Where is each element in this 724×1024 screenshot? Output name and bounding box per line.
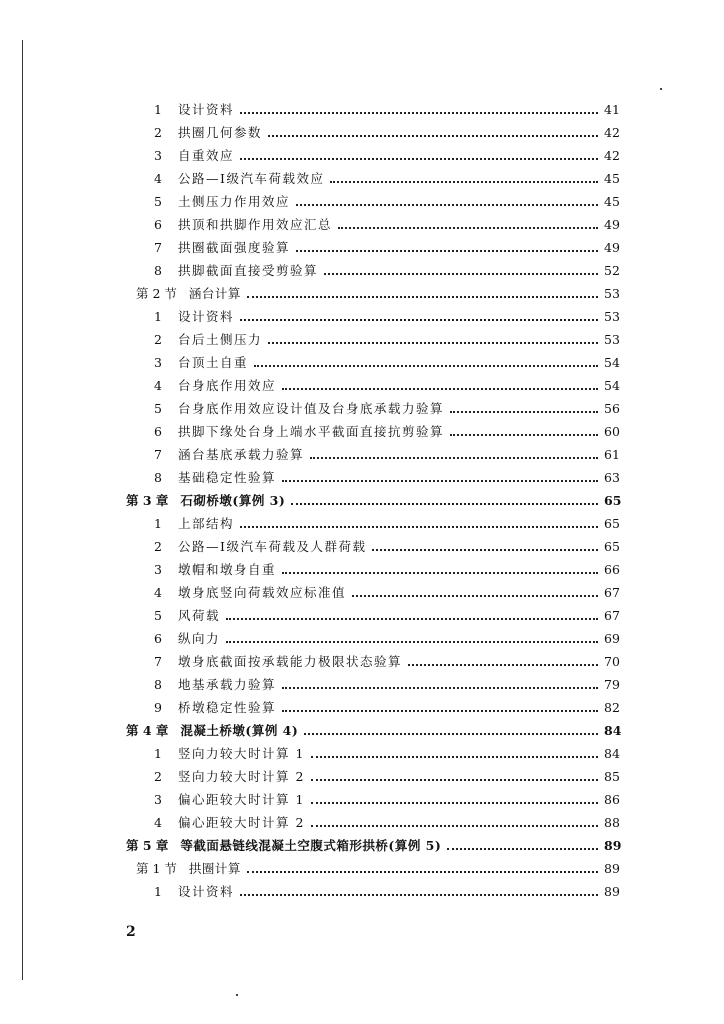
item-number: 1 — [154, 102, 162, 117]
entry-page: 53 — [604, 286, 620, 301]
item-number: 4 — [154, 815, 162, 830]
entry-title: 台顶土自重 — [178, 355, 249, 370]
toc-item — [0, 877, 724, 900]
toc-item — [0, 394, 724, 417]
entry-page: 61 — [604, 447, 620, 462]
entry-page: 82 — [604, 700, 620, 715]
entry-page: 85 — [604, 769, 620, 784]
entry-page: 65 — [604, 539, 620, 554]
dot-leader — [240, 894, 598, 896]
entry-title: 拱圈几何参数 — [178, 125, 263, 140]
entry-page: 66 — [604, 562, 620, 577]
entry-title: 石砌桥墩(算例 3) — [180, 493, 286, 508]
toc-item — [0, 302, 724, 325]
toc-item — [0, 578, 724, 601]
dot-leader — [330, 181, 598, 183]
toc-item — [0, 164, 724, 187]
dot-leader — [304, 733, 598, 735]
entry-page: 41 — [604, 102, 620, 117]
entry-page: 84 — [604, 746, 620, 761]
item-number: 1 — [154, 884, 162, 899]
item-number: 8 — [154, 677, 162, 692]
entry-title: 设计资料 — [178, 884, 235, 899]
section-label: 第 2 节 — [136, 286, 177, 301]
toc-item — [0, 785, 724, 808]
toc-item — [0, 371, 724, 394]
entry-title: 墩身底竖向荷载效应标准值 — [178, 585, 347, 600]
entry-page: 65 — [604, 493, 622, 508]
toc-item — [0, 463, 724, 486]
dot-leader — [247, 296, 598, 298]
item-number: 3 — [154, 355, 162, 370]
item-number: 2 — [154, 539, 162, 554]
item-number: 7 — [154, 240, 162, 255]
entry-title: 设计资料 — [178, 102, 235, 117]
entry-title: 风荷载 — [178, 608, 221, 623]
entry-page: 45 — [604, 171, 620, 186]
toc-chapter — [0, 716, 724, 739]
item-number: 1 — [154, 309, 162, 324]
item-number: 6 — [154, 424, 162, 439]
entry-title: 公路—I级汽车荷载及人群荷载 — [178, 539, 367, 554]
item-number: 8 — [154, 263, 162, 278]
entry-page: 63 — [604, 470, 620, 485]
toc-item — [0, 210, 724, 233]
dot-leader — [247, 871, 598, 873]
item-number: 1 — [154, 746, 162, 761]
entry-page: 84 — [604, 723, 622, 738]
entry-page: 60 — [604, 424, 620, 439]
entry-page: 88 — [604, 815, 620, 830]
entry-page: 70 — [604, 654, 620, 669]
toc-item — [0, 670, 724, 693]
dot-leader — [240, 112, 598, 114]
scan-speck — [236, 994, 238, 996]
item-number: 2 — [154, 769, 162, 784]
dot-leader — [282, 388, 598, 390]
entry-title: 拱圈计算 — [188, 861, 241, 876]
entry-title: 等截面悬链线混凝土空腹式箱形拱桥(算例 5) — [180, 838, 442, 853]
item-number: 3 — [154, 148, 162, 163]
entry-title: 涵台计算 — [188, 286, 241, 301]
entry-title: 混凝土桥墩(算例 4) — [180, 723, 299, 738]
item-number: 3 — [154, 562, 162, 577]
item-number: 2 — [154, 332, 162, 347]
section-label: 第 1 节 — [136, 861, 177, 876]
toc-item — [0, 808, 724, 831]
toc-item — [0, 555, 724, 578]
item-number: 4 — [154, 378, 162, 393]
table-of-contents — [0, 95, 724, 900]
item-number: 5 — [154, 194, 162, 209]
toc-item — [0, 325, 724, 348]
entry-title: 台后土侧压力 — [178, 332, 263, 347]
toc-item — [0, 256, 724, 279]
item-number: 4 — [154, 585, 162, 600]
entry-title: 偏心距较大时计算 1 — [178, 792, 305, 807]
item-number: 5 — [154, 608, 162, 623]
entry-page: 56 — [604, 401, 620, 416]
dot-leader — [311, 802, 598, 804]
toc-chapter — [0, 486, 724, 509]
entry-page: 45 — [604, 194, 620, 209]
entry-page: 49 — [604, 217, 620, 232]
entry-title: 拱圈截面强度验算 — [178, 240, 291, 255]
item-number: 4 — [154, 171, 162, 186]
page-number: 2 — [126, 924, 136, 940]
entry-title: 墩帽和墩身自重 — [178, 562, 277, 577]
toc-item — [0, 624, 724, 647]
dot-leader — [311, 779, 598, 781]
dot-leader — [324, 273, 598, 275]
entry-page: 54 — [604, 355, 620, 370]
toc-item — [0, 118, 724, 141]
entry-page: 53 — [604, 332, 620, 347]
entry-title: 涵台基底承载力验算 — [178, 447, 305, 462]
item-number: 7 — [154, 654, 162, 669]
entry-title: 自重效应 — [178, 148, 235, 163]
entry-page: 69 — [604, 631, 620, 646]
toc-item — [0, 348, 724, 371]
dot-leader — [450, 434, 598, 436]
dot-leader — [254, 365, 598, 367]
toc-item — [0, 141, 724, 164]
entry-page: 86 — [604, 792, 620, 807]
entry-title: 上部结构 — [178, 516, 235, 531]
entry-page: 53 — [604, 309, 620, 324]
toc-item — [0, 762, 724, 785]
toc-section — [0, 279, 724, 302]
chapter-label: 第 5 章 — [126, 838, 169, 853]
dot-leader — [282, 710, 598, 712]
toc-section — [0, 854, 724, 877]
dot-leader — [268, 342, 598, 344]
entry-title: 拱脚下缘处台身上端水平截面直接抗剪验算 — [178, 424, 445, 439]
dot-leader — [240, 158, 598, 160]
entry-title: 台身底作用效应 — [178, 378, 277, 393]
dot-leader — [226, 618, 598, 620]
dot-leader — [311, 756, 598, 758]
entry-title: 墩身底截面按承载能力极限状态验算 — [178, 654, 403, 669]
entry-page: 89 — [604, 838, 622, 853]
dot-leader — [408, 664, 598, 666]
entry-title: 纵向力 — [178, 631, 221, 646]
entry-title: 拱顶和拱脚作用效应汇总 — [178, 217, 333, 232]
item-number: 7 — [154, 447, 162, 462]
toc-item — [0, 693, 724, 716]
entry-title: 偏心距较大时计算 2 — [178, 815, 305, 830]
toc-item — [0, 647, 724, 670]
dot-leader — [338, 227, 598, 229]
dot-leader — [372, 549, 598, 551]
entry-title: 竖向力较大时计算 1 — [178, 746, 305, 761]
entry-page: 67 — [604, 608, 620, 623]
scan-speck — [660, 88, 662, 90]
item-number: 1 — [154, 516, 162, 531]
chapter-label: 第 3 章 — [126, 493, 169, 508]
item-number: 3 — [154, 792, 162, 807]
dot-leader — [447, 848, 598, 850]
entry-title: 设计资料 — [178, 309, 235, 324]
dot-leader — [296, 250, 598, 252]
entry-page: 67 — [604, 585, 620, 600]
entry-title: 地基承载力验算 — [178, 677, 277, 692]
toc-item — [0, 95, 724, 118]
entry-title: 竖向力较大时计算 2 — [178, 769, 305, 784]
toc-item — [0, 440, 724, 463]
toc-item — [0, 739, 724, 762]
entry-title: 拱脚截面直接受剪验算 — [178, 263, 319, 278]
dot-leader — [240, 526, 598, 528]
toc-item — [0, 187, 724, 210]
entry-page: 89 — [604, 861, 620, 876]
toc-item — [0, 509, 724, 532]
toc-item — [0, 233, 724, 256]
dot-leader — [240, 319, 598, 321]
dot-leader — [311, 825, 598, 827]
chapter-label: 第 4 章 — [126, 723, 169, 738]
dot-leader — [310, 457, 598, 459]
dot-leader — [282, 572, 598, 574]
toc-chapter — [0, 831, 724, 854]
dot-leader — [450, 411, 598, 413]
entry-title: 桥墩稳定性验算 — [178, 700, 277, 715]
entry-page: 42 — [604, 125, 620, 140]
entry-page: 54 — [604, 378, 620, 393]
entry-page: 49 — [604, 240, 620, 255]
dot-leader — [291, 503, 598, 505]
item-number: 5 — [154, 401, 162, 416]
dot-leader — [268, 135, 598, 137]
dot-leader — [352, 595, 598, 597]
entry-title: 公路—I级汽车荷载效应 — [178, 171, 325, 186]
dot-leader — [282, 480, 598, 482]
dot-leader — [226, 641, 598, 643]
toc-item — [0, 417, 724, 440]
item-number: 9 — [154, 700, 162, 715]
item-number: 6 — [154, 631, 162, 646]
entry-title: 台身底作用效应设计值及台身底承载力验算 — [178, 401, 445, 416]
entry-page: 79 — [604, 677, 620, 692]
entry-page: 65 — [604, 516, 620, 531]
dot-leader — [296, 204, 598, 206]
item-number: 8 — [154, 470, 162, 485]
entry-page: 42 — [604, 148, 620, 163]
entry-title: 土侧压力作用效应 — [178, 194, 291, 209]
item-number: 2 — [154, 125, 162, 140]
toc-item — [0, 532, 724, 555]
dot-leader — [282, 687, 598, 689]
entry-title: 基础稳定性验算 — [178, 470, 277, 485]
entry-page: 52 — [604, 263, 620, 278]
toc-item — [0, 601, 724, 624]
entry-page: 89 — [604, 884, 620, 899]
item-number: 6 — [154, 217, 162, 232]
